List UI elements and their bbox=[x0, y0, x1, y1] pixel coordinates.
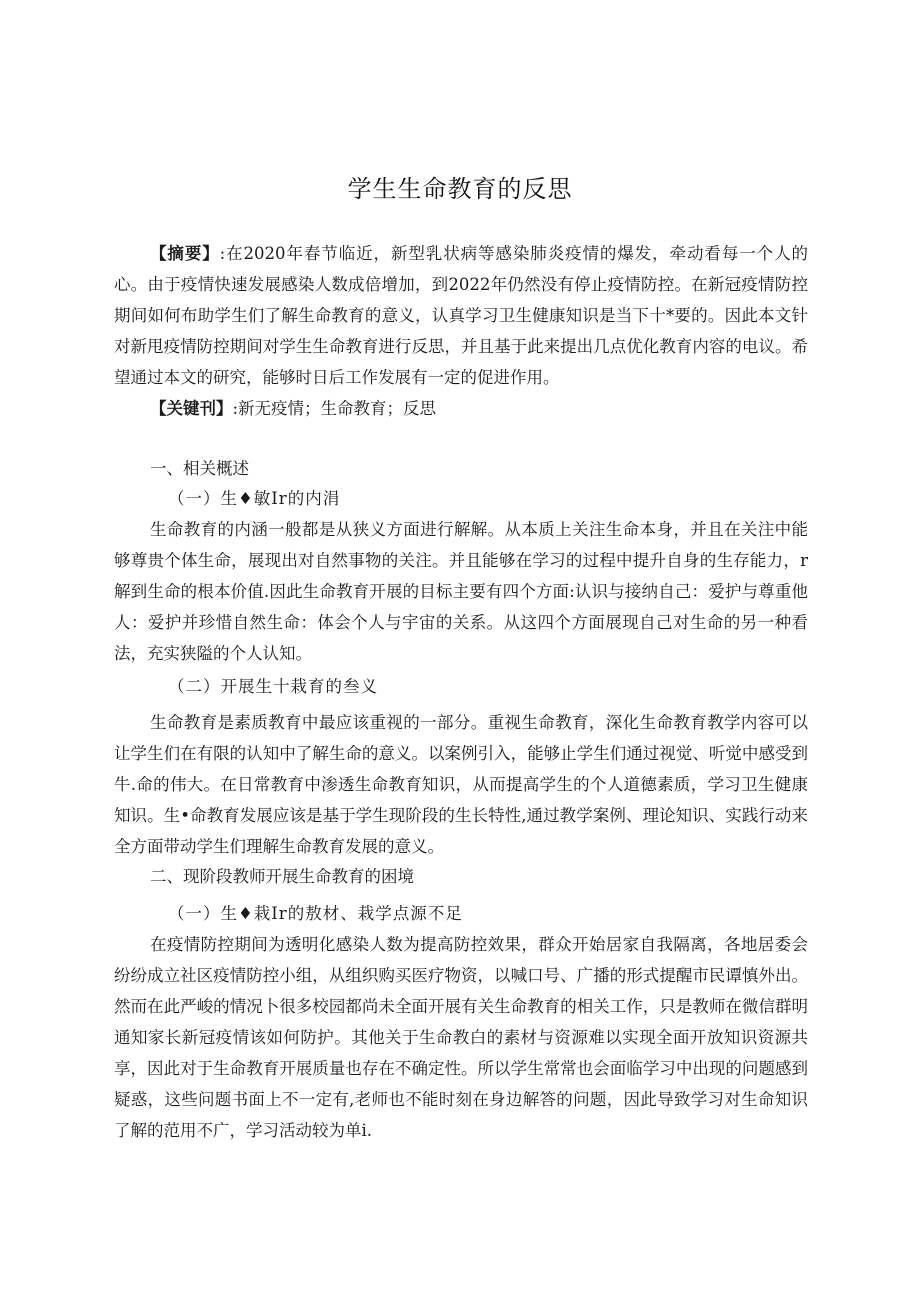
abstract-paragraph bbox=[114, 238, 808, 393]
section-1-heading: 一、相关概述 bbox=[150, 459, 249, 478]
keywords-paragraph bbox=[114, 393, 808, 424]
section-2-1-paragraph: 在疫情防控期间为透明化感染人数为提高防控效果，群众开始居家自我隔离，各地居委会纷纷成立社区疫情防控小组，从组织购买医疗物资，以喊口号、广播的形式提醒市民谭慎外出。然而在此严峻的情况卜很多校园都尚未全面开展有关生命教育的相关工作，只是教师在微信群明通知家长新冠疫情该如何防护。其他关于生命教白的素材与资源难以实现全面开放知识资源共享，因此对于生命教育开展质量也存在不确定性。所以学生常常也会面临学习中出现的问题感到疑惑，这些问题书面上不一定有,老师也不能时刻在身边解答的问题，因此导致学习对生命知识了解的范用不广，学习活动较为单i. bbox=[114, 935, 808, 1140]
section-2-1-heading: （一）生♦栽Ir的敖材、栽学点源不足 bbox=[168, 904, 463, 923]
keywords-text: :新无疫情；生命教育；反思 bbox=[232, 399, 437, 418]
section-2-heading: 二、现阶段教师开展生命教育的困境 bbox=[150, 867, 414, 886]
abstract-label: 【摘要】 bbox=[150, 244, 220, 263]
abstract-text: :在2020年春节临近，新型乳状病等感染肺炎疫情的爆发，牵动看每一个人的心。由于疫情快速发展感染人数成倍增加，到2022年仍然没有停止疫情防控。在新冠疫情防控期间如何布助学生们了解生命教育的意义，认真学习卫生健康知识是当下十*要的。因此本文针对新甩疫情防控期间对学生生命教育进行反思，并且基于此来提出几点优化教育内容的电议。希望通过本文的研究，能够时日后工作发展有一定的促进作用。 bbox=[114, 244, 808, 387]
page-title: 学生生命教育的反思 bbox=[347, 175, 573, 203]
section-1-1-paragraph: 生命教育的内涵一般都是从狭义方面进行解解。从本质上关注生命本身，并且在关注中能够尊贵个体生命，展现出对自然事物的关注。并且能够在学习的过程中提升自身的生存能力，r解到生命的根本价值.因此生命教育开展的目标主要有四个方面:认识与接纳自己：爱护与尊重他人：爱护并珍惜自然生命：体会个人与宇宙的关系。从这四个方面展现自己对生命的另一种看法，充实狭隘的个人认知。 bbox=[114, 520, 808, 663]
section-1-2-paragraph: 生命教育是素质教育中最应该重视的一部分。重视生命教育，深化生命教育教学内容可以让学生们在有限的认知中了解生命的意义。以案例引入，能够止学生们通过视觉、听觉中感受到牛.命的伟大。在日常教育中渗透生命教育知识，从而提高学生的个人道德素质，学习卫生健康知识。生•命教育发展应该是基于学生现阶段的生长特性,通过教学案例、理论知识、实践行动来全方面带动学生们理解生命教育发展的意义。 bbox=[114, 713, 808, 856]
section-1-1-heading: （一）生♦敏Ir的内涓 bbox=[168, 489, 341, 508]
section-1-2-heading: （二）开展生十栽育的叁义 bbox=[168, 677, 378, 696]
keywords-label: 【关键刊】 bbox=[150, 399, 233, 418]
